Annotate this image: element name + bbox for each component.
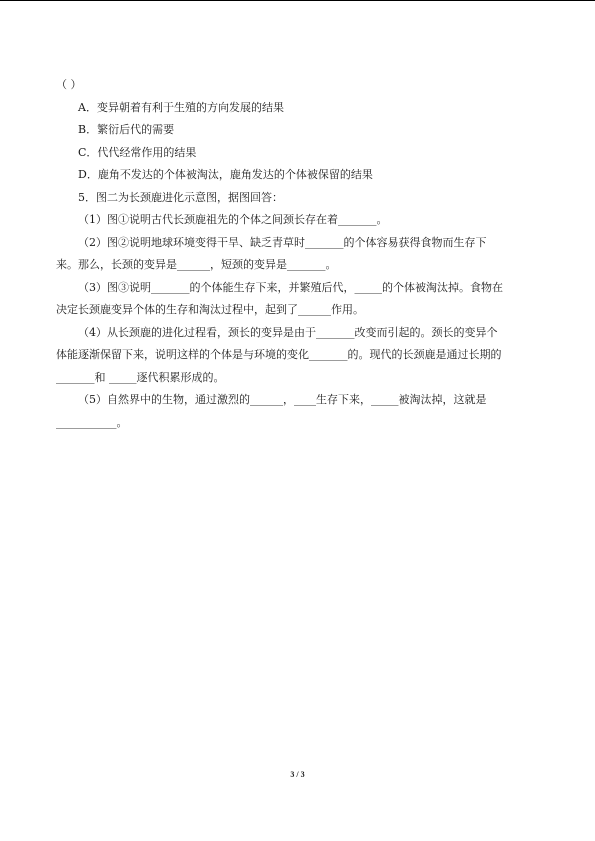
subquestion-2-line-1: （2）图②说明地球环境变得干旱、缺乏青草时_______的个体容易获得食物而生存下: [78, 235, 487, 249]
top-rule: [0, 0, 595, 1]
subquestion-1: （1）图①说明古代长颈鹿祖先的个体之间颈长存在着_______。: [78, 213, 388, 226]
page-number: 3 / 3: [290, 770, 305, 779]
answer-bracket: （ ）: [56, 78, 82, 91]
option-c: C．代代经常作用的结果: [78, 145, 197, 159]
option-a: A．变异朝着有利于生殖的方向发展的结果: [78, 100, 284, 114]
subquestion-4-line-3: _______和 _____逐代积累形成的。: [56, 370, 225, 384]
option-d: D．鹿角不发达的个体被淘汰，鹿角发达的个体被保留的结果: [78, 168, 373, 181]
subquestion-3-line-2: 决定长颈鹿变异个体的生存和淘汰过程中，起到了______作用。: [56, 303, 364, 316]
subquestion-3-line-1: （3）图③说明_______的个体能生存下来，并繁殖后代，_____的个体被淘汰掉。食物在: [78, 280, 503, 294]
subquestion-5-line-1: （5）自然界中的生物，通过激烈的______，____生存下来，_____被淘汰掉，这就是: [78, 393, 487, 406]
option-b: B．繁衍后代的需要: [78, 123, 175, 136]
question-content: [56, 74, 544, 434]
subquestion-4-line-1: （4）从长颈鹿的进化过程看，颈长的变异是由于_______改变而引起的。颈长的变异个: [78, 325, 498, 339]
subquestion-4-line-2: 体能逐渐保留下来，说明这样的个体是与环境的变化_______的。现代的长颈鹿是通过长期的: [56, 348, 502, 361]
question-5-stem: 5．图二为长颈鹿进化示意图，据图回答：: [78, 190, 283, 204]
subquestion-2-line-2: 来。那么，长颈的变异是______，短颈的变异是_______。: [56, 258, 337, 271]
subquestion-5-line-2: ___________。: [56, 415, 128, 429]
